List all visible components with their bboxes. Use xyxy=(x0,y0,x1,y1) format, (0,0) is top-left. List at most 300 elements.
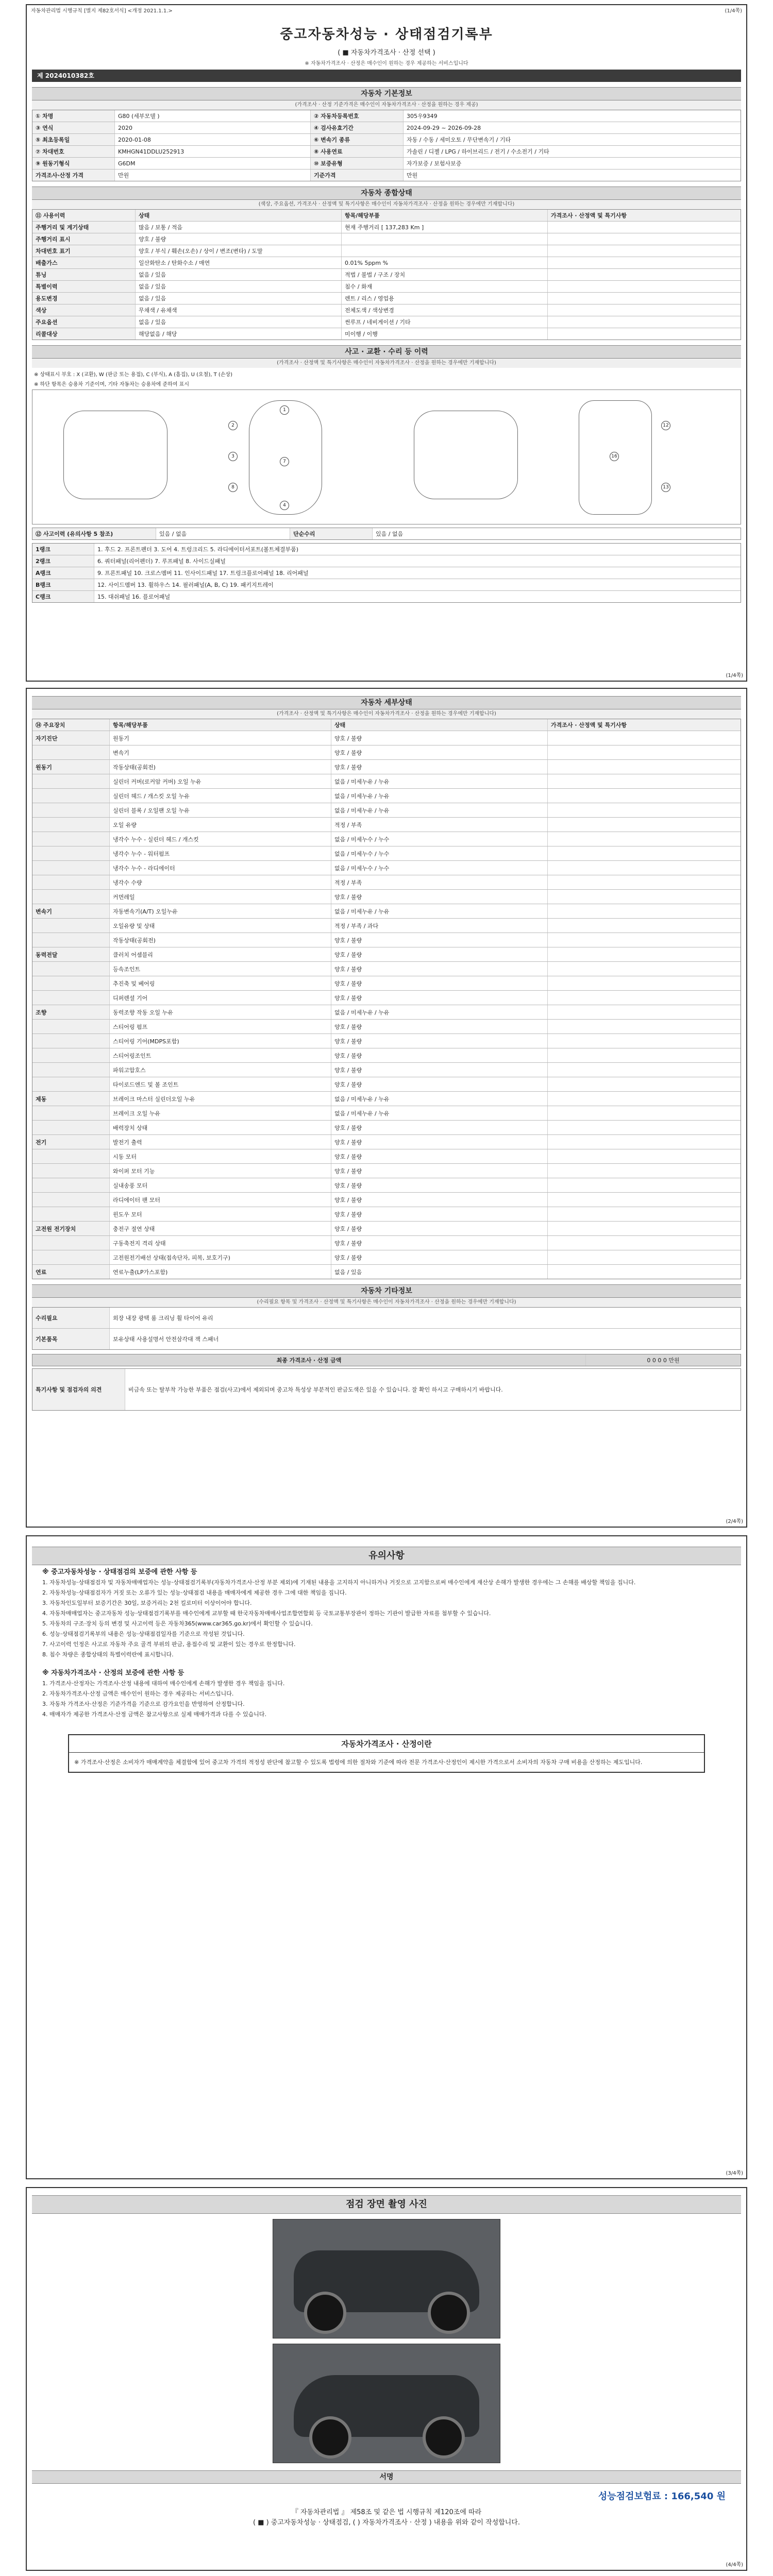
detail-part-label: 브레이크 마스터 실린더오일 누유 xyxy=(110,1092,331,1106)
detail-part-label: 고전원전기배선 상태(접속단자, 피복, 보호기구) xyxy=(110,1250,331,1264)
overall-status-row xyxy=(32,316,741,328)
detail-state: 양호 / 불량 xyxy=(331,1063,548,1077)
page-number: (2/4쪽) xyxy=(726,1519,743,1524)
inspector-opinion xyxy=(32,1368,741,1411)
detail-state: 없음 / 미세누유 / 누유 xyxy=(331,774,548,788)
detail-status-row xyxy=(32,1034,741,1048)
detail-price xyxy=(548,861,741,875)
price-definition-title: 자동차가격조사 · 산정이란 xyxy=(69,1735,704,1753)
detail-price xyxy=(548,731,741,745)
overall-item-price xyxy=(548,222,741,233)
column-header: 가격조사 · 산정액 및 특기사항 xyxy=(548,719,741,731)
overall-status-row xyxy=(32,281,741,293)
caution-item: 7. 사고이력 인정은 사고로 자동차 주요 골격 부위의 판금, 용접수리 및 교환이 있는 경우로 한정합니다. xyxy=(42,1641,296,1648)
detail-device-label: 고전원 전기장치 xyxy=(32,1222,110,1235)
detail-status-row xyxy=(32,1207,741,1222)
rear-wheel xyxy=(428,2292,470,2334)
detail-state: 양호 / 불량 xyxy=(331,1048,548,1062)
basic-info-value: 2020-01-08 xyxy=(115,134,311,145)
overall-item-price xyxy=(548,245,741,257)
detail-state: 양호 / 불량 xyxy=(331,1077,548,1091)
overall-status-row xyxy=(32,233,741,245)
overall-item-state: 많음 / 보통 / 적음 xyxy=(136,222,342,233)
detail-device-label xyxy=(32,1236,110,1250)
detail-price xyxy=(548,991,741,1005)
car-outline-right xyxy=(414,411,518,499)
detail-state: 없음 / 미세누수 / 누수 xyxy=(331,861,548,875)
insurance-fee: 성능점검보험료 : 166,540 원 xyxy=(598,2491,726,2502)
detail-device-label: 제동 xyxy=(32,1092,110,1106)
frame-rank-parts: 1. 후드 2. 프론트펜더 3. 도어 4. 트렁크리드 5. 라디에이터서포트(볼트체결부품) xyxy=(97,546,299,553)
column-header: 항목/해당부품 xyxy=(110,719,331,731)
basic-info-value: G6DM xyxy=(115,158,311,169)
detail-price xyxy=(548,947,741,961)
final-price-value: 0 0 0 0 만원 xyxy=(586,1354,741,1366)
other-info-row xyxy=(32,1329,741,1349)
detail-state: 없음 / 미세누유 / 누유 xyxy=(331,1005,548,1019)
detail-status-row xyxy=(32,803,741,818)
detail-part-label: 오일유량 및 상태 xyxy=(110,919,331,933)
overall-status-note: (색상, 주요옵션, 가격조사 · 산정액 및 특기사항은 매수인이 자동차가격조사 · 산정을 원하는 경우에만 기재합니다) xyxy=(32,200,741,209)
overall-item-price xyxy=(548,257,741,268)
detail-state: 양호 / 불량 xyxy=(331,947,548,961)
simple-repair-value: 있음 / 없음 xyxy=(376,531,404,537)
inspection-photo-front xyxy=(273,2219,500,2338)
column-header: 항목/해당부품 xyxy=(342,210,548,221)
detail-status-row xyxy=(32,1222,741,1236)
overall-item-label: 리콜대상 xyxy=(32,328,136,340)
overall-item-price xyxy=(548,316,741,328)
frame-rank-parts: 15. 대쉬패널 16. 플로어패널 xyxy=(97,594,171,600)
detail-state: 적정 / 부족 xyxy=(331,875,548,889)
detail-part-label: 발전기 출력 xyxy=(110,1135,331,1149)
overall-item-price xyxy=(548,328,741,340)
detail-part-label: 와이퍼 모터 기능 xyxy=(110,1164,331,1178)
detail-state: 양호 / 불량 xyxy=(331,1164,548,1178)
basic-info-label: ⑦ 차대번호 xyxy=(32,146,115,157)
detail-state: 양호 / 불량 xyxy=(331,1034,548,1048)
detail-part-label: 클러치 어셈블리 xyxy=(110,947,331,961)
basic-info-value: 2020 xyxy=(115,122,311,133)
caution-section-2-heading: ※ 자동차가격조사 · 산정의 보증에 관한 사항 등 xyxy=(42,1669,184,1677)
frame-rank-table xyxy=(32,543,741,603)
overall-item-label: 주행거리 표시 xyxy=(32,233,136,245)
photo-section-title: 점검 장면 촬영 사진 xyxy=(32,2195,741,2214)
overall-item-detail: 현재 주행거리 [ 137,283 Km ] xyxy=(342,222,548,233)
basic-info-row xyxy=(32,134,741,146)
basic-info-value: 자가보증 / 보험사보증 xyxy=(407,160,462,167)
detail-device-label xyxy=(32,832,110,846)
detail-state: 없음 / 있음 xyxy=(331,1265,548,1279)
detail-status-title: 자동차 세부상태 xyxy=(32,696,741,709)
detail-device-label xyxy=(32,774,110,788)
overall-status-row xyxy=(32,328,741,340)
record-number: 제 2024010382호 xyxy=(32,70,741,82)
detail-state: 양호 / 불량 xyxy=(331,1135,548,1149)
detail-price xyxy=(548,1207,741,1221)
detail-price xyxy=(548,1020,741,1033)
overall-status-row xyxy=(32,222,741,233)
overall-item-price xyxy=(548,233,741,245)
detail-price xyxy=(548,1149,741,1163)
detail-part-label: 오일 유량 xyxy=(110,818,331,832)
caution-section-2 xyxy=(42,1669,731,1719)
column-header: 가격조사 · 산정액 및 특기사항 xyxy=(548,210,741,221)
detail-price xyxy=(548,976,741,990)
frame-rank-parts: 9. 프론트패널 10. 크로스멤버 11. 인사이드패널 17. 트렁크플로어패널 18. 리어패널 xyxy=(97,570,309,577)
detail-state: 없음 / 미세누수 / 누수 xyxy=(331,846,548,860)
basic-info-row xyxy=(32,122,741,134)
detail-status-row xyxy=(32,1178,741,1193)
caution-item: 3. 자동차인도일부터 보증기간은 30일, 보증거리는 2천 킬로미터 이상이어야 합니다. xyxy=(42,1600,252,1606)
accident-summary xyxy=(32,528,741,540)
detail-price xyxy=(548,1135,741,1149)
overall-item-detail: 렌트 / 리스 / 영업용 xyxy=(342,293,548,304)
caution-item: 8. 침수 차량은 종합상태의 특별이력란에 표시합니다. xyxy=(42,1651,174,1658)
frame-rank-row xyxy=(32,591,741,602)
detail-device-label xyxy=(32,745,110,759)
other-info-value: 보유상태 사용설명서 안전삼각대 잭 스패너 xyxy=(113,1336,219,1343)
detail-device-label xyxy=(32,818,110,832)
detail-price xyxy=(548,1063,741,1077)
detail-state: 양호 / 불량 xyxy=(331,1193,548,1207)
detail-part-label: 디퍼렌셜 기어 xyxy=(110,991,331,1005)
basic-info-value: KMHGN41DDLU252913 xyxy=(115,146,311,157)
frame-rank-row xyxy=(32,555,741,567)
document-subtitle: ( ■ 자동차가격조사 · 산정 선택 ) xyxy=(338,49,435,57)
signature-bar: 서명 xyxy=(32,2470,741,2484)
overall-item-detail: 전체도색 / 색상변경 xyxy=(342,304,548,316)
detail-device-label xyxy=(32,789,110,803)
detail-part-label: 시동 모터 xyxy=(110,1149,331,1163)
accident-history-label: ⑫ 사고이력 (유의사항 5 참조) xyxy=(32,528,156,539)
detail-part-label: 동력조향 작동 오일 누유 xyxy=(110,1005,331,1019)
basic-info-title: 자동차 기본정보 xyxy=(32,87,741,100)
frame-rank-label: 2랭크 xyxy=(32,555,94,567)
detail-part-label: 자동변속기(A/T) 오일누유 xyxy=(110,904,331,918)
caution-section-1-heading: ※ 중고자동차성능 · 상태점검의 보증에 관한 사항 등 xyxy=(42,1568,197,1576)
detail-status-row xyxy=(32,1149,741,1164)
accident-history-title: 사고 · 교환 · 수리 등 이력 xyxy=(32,345,741,359)
detail-device-label xyxy=(32,962,110,976)
detail-price xyxy=(548,745,741,759)
detail-status-row xyxy=(32,1106,741,1121)
document-title: 중고자동차성능 · 상태점검기록부 xyxy=(280,27,493,42)
caution-section-1 xyxy=(42,1568,731,1659)
frame-rank-label: 1랭크 xyxy=(32,544,94,555)
detail-part-label: 작동상태(공회전) xyxy=(110,933,331,947)
other-info-note: (수리필요 항목 및 가격조사 · 산정액 및 특기사항은 매수인이 자동차가격조사 · 산정을 원하는 경우에만 기재합니다) xyxy=(32,1298,741,1307)
basic-info-table xyxy=(32,110,741,181)
overall-item-detail: 적법 / 불법 / 구조 / 장치 xyxy=(342,269,548,280)
detail-device-label xyxy=(32,1149,110,1163)
overall-item-state: 없음 / 있음 xyxy=(136,281,342,292)
marker-12: 12 xyxy=(661,421,670,430)
overall-item-label: 차대번호 표기 xyxy=(32,245,136,257)
page-number: (3/4쪽) xyxy=(726,2171,743,2176)
detail-price xyxy=(548,933,741,947)
detail-price xyxy=(548,962,741,976)
page-indicator: (1/4쪽) xyxy=(725,8,742,14)
inspection-photo-rear xyxy=(273,2344,500,2463)
detail-price xyxy=(548,1092,741,1106)
detail-state: 없음 / 미세누유 / 누유 xyxy=(331,803,548,817)
detail-status-row xyxy=(32,861,741,875)
legal-footer-line-1: 『 자동차관리법 』 제58조 및 같은 법 시행규칙 제120조에 따라 xyxy=(291,2509,482,2516)
detail-device-label xyxy=(32,861,110,875)
document-note: ※ 자동차가격조사 · 산정은 매수인이 원하는 경우 제공하는 서비스입니다 xyxy=(305,61,468,66)
detail-status-row xyxy=(32,890,741,904)
overall-item-price xyxy=(548,281,741,292)
caution-item: 2. 자동차성능·상태점검자가 거짓 또는 오류가 있는 성능·상태점검 내용을 매매자에게 제공한 경우 그에 대한 책임을 집니다. xyxy=(42,1589,347,1596)
basic-info-value: 만원 xyxy=(407,172,418,179)
caution-item: 1. 가격조사·산정자는 가격조사·산정 내용에 대하여 매수인에게 손해가 발생한 경우 책임을 집니다. xyxy=(42,1680,285,1687)
detail-state: 양호 / 불량 xyxy=(331,1149,548,1163)
detail-part-label: 배력장치 상태 xyxy=(110,1121,331,1134)
detail-price xyxy=(548,1106,741,1120)
overall-status-row xyxy=(32,257,741,269)
overall-item-label: 용도변경 xyxy=(32,293,136,304)
detail-price xyxy=(548,1222,741,1235)
car-damage-diagram xyxy=(32,389,741,524)
detail-status-row xyxy=(32,1265,741,1279)
detail-price xyxy=(548,846,741,860)
detail-device-label: 연료 xyxy=(32,1265,110,1279)
detail-price xyxy=(548,1121,741,1134)
overall-status-row xyxy=(32,245,741,257)
basic-info-label: ⑧ 사용연료 xyxy=(311,146,404,157)
detail-price xyxy=(548,1164,741,1178)
detail-status-header xyxy=(32,719,741,731)
detail-status-table xyxy=(32,719,741,1279)
detail-price xyxy=(548,1178,741,1192)
detail-status-row xyxy=(32,846,741,861)
final-price-label: 최종 가격조사 · 산정 금액 xyxy=(32,1354,586,1366)
detail-state: 없음 / 미세누유 / 누유 xyxy=(331,1106,548,1120)
frame-rank-row xyxy=(32,567,741,579)
column-header: ⑪ 사용이력 xyxy=(32,210,136,221)
basic-info-row xyxy=(32,110,741,122)
overall-item-price xyxy=(548,269,741,280)
right-wheel xyxy=(423,2416,465,2459)
detail-device-label xyxy=(32,1250,110,1264)
detail-device-label xyxy=(32,1121,110,1134)
detail-status-row xyxy=(32,962,741,976)
other-info-row xyxy=(32,1308,741,1329)
detail-price xyxy=(548,774,741,788)
basic-info-label: ① 차명 xyxy=(32,110,115,122)
other-info-value: 외장 내장 광택 룸 크리닝 휠 타이어 유리 xyxy=(113,1315,213,1321)
overall-item-detail xyxy=(342,233,548,245)
overall-item-detail: 침수 / 화재 xyxy=(342,281,548,292)
frame-rank-label: C랭크 xyxy=(32,591,94,602)
detail-status-row xyxy=(32,1135,741,1149)
detail-part-label: 스티어링 기어(MDPS포함) xyxy=(110,1034,331,1048)
detail-part-label: 브레이크 오일 누유 xyxy=(110,1106,331,1120)
detail-status-row xyxy=(32,1092,741,1106)
detail-status-row xyxy=(32,933,741,947)
overall-item-price xyxy=(548,293,741,304)
detail-device-label xyxy=(32,991,110,1005)
legal-footer xyxy=(32,2507,741,2528)
detail-price xyxy=(548,1048,741,1062)
detail-device-label xyxy=(32,1034,110,1048)
detail-price xyxy=(548,1193,741,1207)
caution-item: 1. 자동차성능·상태점검자 및 자동차매매업자는 성능·상태점검기록부(자동차가격조사·산정 부분 제외)에 기재된 내용을 고지하지 아니하거나 거짓으로 고지함으로써 매수인에게 재산상 손해가 발생한 경우에는 그 손해를 배상할 책임을 집니다. xyxy=(42,1579,636,1586)
detail-device-label xyxy=(32,1178,110,1192)
price-definition-box xyxy=(68,1734,705,1773)
overall-item-state: 무채색 / 유채색 xyxy=(136,304,342,316)
form-law-reference: 자동차관리법 시행규칙 [별지 제82호서식] <개정 2021.1.1.> xyxy=(31,8,173,14)
detail-status-row xyxy=(32,991,741,1005)
detail-state: 양호 / 불량 xyxy=(331,976,548,990)
marker-4: 4 xyxy=(280,501,289,510)
caution-item: 6. 성능·상태점검기록부의 내용은 성능·상태점검일자를 기준으로 작성된 것입니다. xyxy=(42,1631,245,1637)
accident-history-note: (가격조사 · 산정액 및 특기사항은 매수인이 자동차가격조사 · 산정을 원하는 경우에만 기재합니다) xyxy=(32,359,741,368)
overall-item-detail: 0.01% 5ppm % xyxy=(342,257,548,268)
frame-rank-row xyxy=(32,579,741,591)
detail-device-label xyxy=(32,846,110,860)
detail-status-row xyxy=(32,947,741,962)
detail-status-note: (가격조사 · 산정액 및 특기사항은 매수인이 자동차가격조사 · 산정을 원하는 경우에만 기재합니다) xyxy=(32,709,741,719)
caution-item: 4. 매매자가 제공한 가격조사·산정 금액은 참고사항으로 실제 매매가격과 다를 수 있습니다. xyxy=(42,1711,266,1718)
basic-info-row xyxy=(32,170,741,181)
detail-status-row xyxy=(32,1250,741,1265)
overall-item-detail xyxy=(342,245,548,257)
overall-item-price xyxy=(548,304,741,316)
detail-part-label: 변속기 xyxy=(110,745,331,759)
detail-status-row xyxy=(32,789,741,803)
frame-rank-row xyxy=(32,544,741,555)
basic-info-label: ⑨ 원동기형식 xyxy=(32,158,115,169)
basic-info-label: ⑥ 변속기 종류 xyxy=(311,134,404,145)
detail-device-label: 조향 xyxy=(32,1005,110,1019)
left-wheel xyxy=(309,2416,351,2459)
detail-state: 양호 / 불량 xyxy=(331,1207,548,1221)
detail-device-label xyxy=(32,1193,110,1207)
detail-part-label: 윈도우 모터 xyxy=(110,1207,331,1221)
detail-device-label xyxy=(32,919,110,933)
detail-device-label xyxy=(32,875,110,889)
detail-device-label: 자기진단 xyxy=(32,731,110,745)
marker-16: 16 xyxy=(610,452,619,461)
overall-status-table xyxy=(32,209,741,340)
accident-history-value: 있음 / 없음 xyxy=(156,528,290,539)
detail-state: 양호 / 불량 xyxy=(331,745,548,759)
detail-part-label: 스티어링 펌프 xyxy=(110,1020,331,1033)
detail-price xyxy=(548,789,741,803)
detail-part-label: 실린더 헤드 / 개스킷 오일 누유 xyxy=(110,789,331,803)
overall-item-label: 배출가스 xyxy=(32,257,136,268)
detail-device-label xyxy=(32,933,110,947)
marker-2: 2 xyxy=(228,421,238,430)
detail-part-label: 작동상태(공회전) xyxy=(110,760,331,774)
detail-state: 양호 / 불량 xyxy=(331,933,548,947)
detail-status-row xyxy=(32,1005,741,1020)
basic-info-row xyxy=(32,158,741,170)
detail-price xyxy=(548,904,741,918)
detail-status-row xyxy=(32,818,741,832)
other-info-label: 수리필요 xyxy=(32,1308,110,1328)
detail-price xyxy=(548,919,741,933)
detail-status-row xyxy=(32,875,741,890)
detail-part-label: 실린더 커버(로커암 커버) 오일 누유 xyxy=(110,774,331,788)
record-page-4 xyxy=(26,2187,747,2571)
accident-legend-2: ※ 하단 항목은 승용차 기준이며, 기타 자동차는 승용차에 준하여 표시 xyxy=(34,382,189,387)
legal-footer-line-2: ( ■ ) 중고자동차성능 · 상태점검, ( ) 자동차가격조사 · 산정 ) 내용을 위와 같이 작성합니다. xyxy=(253,2519,520,2527)
form-header-line xyxy=(27,5,746,14)
basic-info-label: 기준가격 xyxy=(311,170,404,181)
overall-item-state: 양호 / 부식 / 훼손(오손) / 상이 / 변조(변타) / 도말 xyxy=(136,245,342,257)
overall-item-label: 튜닝 xyxy=(32,269,136,280)
marker-13: 13 xyxy=(661,483,670,492)
detail-status-row xyxy=(32,832,741,846)
detail-status-row xyxy=(32,1048,741,1063)
basic-info-value: 가솔린 / 디젤 / LPG / 하이브리드 / 전기 / 수소전기 / 기타 xyxy=(407,148,549,155)
overall-status-header xyxy=(32,210,741,222)
detail-status-row xyxy=(32,774,741,789)
column-header: 상태 xyxy=(331,719,548,731)
detail-status-row xyxy=(32,745,741,760)
detail-status-row xyxy=(32,1193,741,1207)
detail-state: 양호 / 불량 xyxy=(331,890,548,904)
detail-device-label xyxy=(32,1063,110,1077)
overall-item-label: 색상 xyxy=(32,304,136,316)
overall-item-state: 일산화탄소 / 탄화수소 / 매연 xyxy=(136,257,342,268)
overall-item-state: 해당없음 / 해당 xyxy=(136,328,342,340)
overall-item-state: 없음 / 있음 xyxy=(136,269,342,280)
record-page-2 xyxy=(26,688,747,1528)
detail-part-label: 파워고압호스 xyxy=(110,1063,331,1077)
detail-status-row xyxy=(32,904,741,919)
detail-part-label: 냉각수 누수 - 라디에이터 xyxy=(110,861,331,875)
detail-part-label: 원동기 xyxy=(110,731,331,745)
detail-price xyxy=(548,890,741,904)
overall-status-row xyxy=(32,304,741,316)
detail-device-label xyxy=(32,1164,110,1178)
detail-part-label: 연료누출(LP가스포함) xyxy=(110,1265,331,1279)
detail-part-label: 타이로드엔드 및 볼 조인트 xyxy=(110,1077,331,1091)
detail-status-row xyxy=(32,731,741,745)
detail-state: 양호 / 불량 xyxy=(331,760,548,774)
basic-info-value: 자동 / 수동 / 세미오토 / 무단변속기 / 기타 xyxy=(407,137,511,143)
detail-device-label xyxy=(32,890,110,904)
detail-price xyxy=(548,1250,741,1264)
accident-legend: ※ 상태표시 부호 : X (교환), W (판금 또는 용접), C (부식), A (흠집), U (요철), T (손상) xyxy=(34,372,233,378)
detail-part-label: 등속조인트 xyxy=(110,962,331,976)
final-price-row xyxy=(32,1354,741,1366)
opinion-text: 비금속 또는 탈부착 가능한 부품은 점검(사고)에서 제외되며 중고차 특성상 부분적인 판금도색은 있을 수 있습니다. 잘 확인 하시고 구매하시기 바랍니다. xyxy=(128,1386,503,1393)
price-definition-text: ※ 가격조사·산정은 소비자가 매매계약을 체결함에 있어 중고차 가격의 적정성 판단에 참고할 수 있도록 법령에 의한 절차와 기준에 따라 전문 가격조사·산정인이 제시한 가격으로서 소비자의 자동차 구매 비용을 산정하는 제도입니다. xyxy=(74,1759,643,1766)
detail-status-row xyxy=(32,1164,741,1178)
basic-info-label: 가격조사·산정 가격 xyxy=(32,170,115,181)
detail-part-label: 추진축 및 베어링 xyxy=(110,976,331,990)
record-page-3 xyxy=(26,1535,747,2179)
caution-item: 3. 자동차 가격조사·산정은 기준가격을 기준으로 감가요인을 반영하여 산정합니다. xyxy=(42,1701,245,1707)
marker-8: 8 xyxy=(228,483,238,492)
basic-info-value: G80 (세부모델 ) xyxy=(115,110,311,122)
detail-price xyxy=(548,875,741,889)
overall-item-state: 없음 / 있음 xyxy=(136,293,342,304)
detail-device-label xyxy=(32,1207,110,1221)
detail-state: 없음 / 미세누유 / 누유 xyxy=(331,904,548,918)
marker-3: 3 xyxy=(228,452,238,461)
page-number: (1/4쪽) xyxy=(726,673,743,679)
detail-part-label: 실린더 블록 / 오일팬 오일 누유 xyxy=(110,803,331,817)
basic-info-value: 만원 xyxy=(115,170,311,181)
column-header: 상태 xyxy=(136,210,342,221)
simple-repair-label: 단순수리 xyxy=(290,528,373,539)
